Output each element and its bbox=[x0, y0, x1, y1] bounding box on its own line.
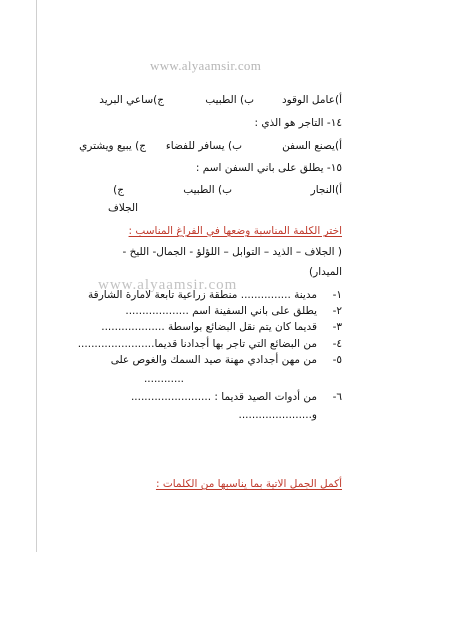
item-5-text: من مهن أجدادي مهنة صيد السمك والغوص على bbox=[110, 354, 317, 366]
q13-option-c: ج)ساعي البريد bbox=[99, 94, 164, 106]
item-2-text: يطلق على باني السفينة اسم ................... bbox=[125, 305, 317, 317]
item-4-text: من البضائع التي تاجر بها أجدادنا قديما....................... bbox=[77, 338, 317, 350]
item-4-number: ٤- bbox=[332, 338, 342, 350]
q14-stem: ١٤- التاجر هو الذي : bbox=[254, 117, 342, 129]
item-1-number: ١- bbox=[332, 289, 342, 301]
item-6-number: ٦- bbox=[332, 391, 342, 403]
q14-option-a: أ)يصنع السفن bbox=[282, 140, 342, 152]
q15-option-b: ب) الطبيب bbox=[183, 184, 232, 196]
item-6-blank: و...................... bbox=[238, 409, 317, 421]
q13-option-b: ب) الطبيب bbox=[205, 94, 254, 106]
item-2-number: ٢- bbox=[332, 305, 342, 317]
q14-option-c: ج) يبيع ويشتري bbox=[79, 140, 146, 152]
item-3-number: ٣- bbox=[332, 321, 342, 333]
page-left-border bbox=[36, 0, 37, 552]
item-5-number: ٥- bbox=[332, 354, 342, 366]
item-1-text: مدينة ............... منطقة زراعية تابعة لامارة الشارقة bbox=[88, 289, 317, 301]
q14-option-b: ب) يسافر للفضاء bbox=[165, 140, 242, 152]
q15-option-a: أ)النجار bbox=[310, 184, 342, 196]
complete-section-title: أكمل الجمل الاتية بما يناسبها من الكلمات : bbox=[155, 478, 342, 490]
word-bank-line-1: ( الجلاف – الذيد – التوابل – اللؤلؤ - الجمال- الليخ - bbox=[122, 246, 342, 258]
watermark: www.alyaamsir.com bbox=[150, 58, 262, 73]
item-6-text: من أدوات الصيد قديما : ........................ bbox=[130, 391, 317, 403]
watermark-lower: www.alyaamsir.com bbox=[98, 277, 238, 293]
item-3-text: قديما كان يتم نقل البضائع بواسطة ................... bbox=[101, 321, 317, 333]
item-5-blank: ............ bbox=[143, 373, 184, 385]
q13-option-a: أ)عامل الوقود bbox=[281, 94, 342, 106]
q15-option-c: ج) bbox=[113, 184, 124, 196]
q15-option-c-word: الجلاف bbox=[108, 202, 139, 214]
q15-stem: ١٥- يطلق على باني السفن اسم : bbox=[195, 162, 342, 174]
word-bank-line-2: الميدار) bbox=[309, 266, 342, 278]
fill-section-title: اختر الكلمة المناسبة وضعها في الفراغ المناسب : bbox=[128, 225, 342, 237]
